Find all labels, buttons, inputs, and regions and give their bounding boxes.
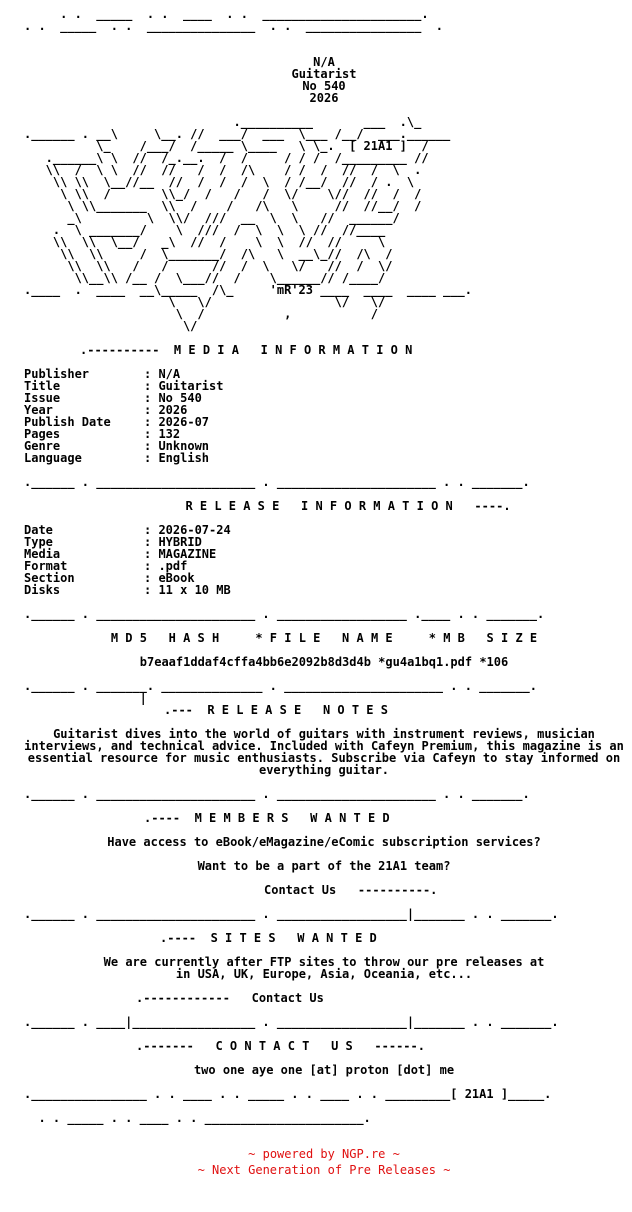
release-info-value: MAGAZINE [158,547,217,561]
media-info-row: Title : Guitarist [24,379,224,393]
media-info-key: Title [24,379,61,393]
logo-art-line: .______ . __\ \__. // ___/ ___ \___ /__/ ___.______ [24,127,451,141]
footer-line: .________________ . . ____ . . _____ . . ____ . . _________[ 21A1 ]_____. [24,1087,552,1101]
media-info-row: Pages : 132 [24,427,181,441]
release-info-key: Section [24,571,75,585]
title-title: Guitarist [291,67,357,81]
header-art-line [24,32,624,44]
media-info-row: Issue : No 540 [24,391,202,405]
logo-art-line: _\ \ \\/ /// __ \ \ // ______/ [24,211,400,225]
release-info-row: Section : eBook [24,571,195,585]
release-notes-heading: .--- R E L E A S E N O T E S [164,703,388,717]
logo-art-line: \ / , / [24,307,379,321]
logo-art-line: \\ \\ / / // / \ \/ // / \/ [24,259,393,273]
logo-art-line: \\ \\ \__//__ // / / / \ / /__/ // / . \ [24,175,415,189]
media-info-row: Publisher : N/A [24,367,181,381]
media-info-table [24,368,624,464]
title-issue: No 540 [302,79,346,93]
media-info-value: Guitarist [158,379,224,393]
hash-heading: M D 5 H A S H * F I L E N A M E * M B S I Z E [110,631,538,645]
media-info-key: Year [24,403,53,417]
media-info-key: Genre [24,439,61,453]
release-info-value: .pdf [158,559,188,573]
separator-line: .______ . _______. ______________ . ______________________ . . _______. [24,679,537,693]
sites-text-2: in USA, UK, Europe, Asia, Oceania, etc... [175,967,473,981]
release-info-value: 2026-07-24 [158,523,231,537]
powered-by-link[interactable]: ~ powered by NGP.re ~ [248,1147,400,1161]
contact-email: two one aye one [at] proton [dot] me [193,1063,455,1077]
separator-line: .______ . ______________________ . ______________________ . . _______. [24,787,530,801]
release-info-key: Format [24,559,68,573]
release-info-row: Format : .pdf [24,559,188,573]
logo-art-line: .__________ ___ .\_ [24,115,422,129]
separator-line: .______ . ______________________ . __________________ .____ . . _______. [24,607,545,621]
release-info-key: Date [24,523,53,537]
media-info-heading: .---------- M E D I A I N F O R M A T I O N [80,343,413,357]
media-info-key: Publish Date [24,415,111,429]
hash-line: b7eaaf1ddaf4cffa4bb6e2092b8d3d4b *gu4a1bq1.pdf *106 [139,655,509,669]
logo-ascii-art [24,116,624,332]
release-info-row: Date : 2026-07-24 [24,523,231,537]
release-info-key: Type [24,535,53,549]
release-info-value: HYBRID [158,535,202,549]
logo-art-line: \\ \\ / \_______/ /\ \ __\_// /\ / [24,247,393,261]
media-info-value: 2026 [158,403,188,417]
separator-line: | [24,691,147,705]
contact-us-link-1: Contact Us ----------. [264,883,438,897]
logo-art-line: \\ / \ \ // // / / /\ / / / // / \ . [24,163,422,177]
media-info-value: English [158,451,210,465]
separator-line: .______ . ____|_________________ . __________________|_______ . . _______. [24,1015,559,1029]
header-art-line: . . _____ . . _______________ . . ________________ . [24,19,444,33]
logo-art-line: .____ . ____ __\_____ /\_ 'mR'23 ____ ____ ____ ___. [24,283,472,297]
release-info-row: Type : HYBRID [24,535,202,549]
logo-art-line: \ \/ \/ \/ [24,295,386,309]
title-year: 2026 [309,91,339,105]
media-info-value: 132 [158,427,181,441]
release-info-table [24,524,624,596]
media-info-key: Issue [24,391,61,405]
contact-us-link-2: .------------ Contact Us [136,991,324,1005]
media-info-value: 2026-07 [158,415,210,429]
release-notes-text: Guitarist dives into the world of guitars with instrument reviews, musician interviews, and technical advice. Included with Cafeyn Premium, this magazine is an essential resource for music enthusiasts. Subscribe via Cafeyn to stay informed on everything guitar. [24,727,624,777]
logo-art-line: . \ _______/ \ /// / \ \ \ // //____ [24,223,386,237]
members-wanted-heading: .---- M E M B E R S W A N T E D [144,811,390,825]
release-info-key: Disks [24,583,61,597]
media-info-row: Genre : Unknown [24,439,210,453]
release-info-value: 11 x 10 MB [158,583,231,597]
logo-art-line: \ \\_______ \\ / / /\ \ // //__/ / [24,199,422,213]
logo-art-line: \_ /___/ /_____ \____ \ \_. [ 21A1 ] / [24,139,429,153]
logo-art-line: .______\ \ // /_.__. / / / / / /_________ // [24,151,429,165]
media-info-value: Unknown [158,439,210,453]
header-art-line: . . _____ . . ____ . . ______________________. [24,7,429,21]
ngp-tagline: ~ Next Generation of Pre Releases ~ [197,1163,451,1177]
media-info-row: Publish Date : 2026-07 [24,415,210,429]
release-info-key: Media [24,547,61,561]
members-answer: Want to be a part of the 21A1 team? [197,859,451,873]
logo-art-line: \\__\\ /__ / \___// / \______// /____/ [24,271,386,285]
nfo-document [24,8,624,1176]
release-info-value: eBook [158,571,195,585]
media-info-key: Language [24,451,82,465]
separator-line: .______ . ______________________ . __________________|_______ . . _______. [24,907,559,921]
media-info-value: No 540 [158,391,202,405]
release-info-row: Media : MAGAZINE [24,547,217,561]
members-question: Have access to eBook/eMagazine/eComic subscription services? [107,835,541,849]
logo-art-line: \/ [24,319,198,333]
sites-text-1: We are currently after FTP sites to throw our pre releases at [103,955,545,969]
sites-wanted-heading: .---- S I T E S W A N T E D [160,931,377,945]
footer-line-2: . . _____ . . ____ . . ______________________. [24,1111,371,1125]
release-info-heading: R E L E A S E I N F O R M A T I O N ----. [185,499,511,513]
contact-us-heading: .------- C O N T A C T U S ------. [136,1039,425,1053]
media-info-value: N/A [158,367,181,381]
separator-line: .______ . ______________________ . ______________________ . . _______. [24,475,530,489]
media-info-key: Publisher [24,367,90,381]
release-info-row: Disks : 11 x 10 MB [24,583,231,597]
media-info-key: Pages [24,427,61,441]
logo-art-line: \\ \\ \__/ _\ // / \ \ // // \ [24,235,386,249]
media-info-row: Year : 2026 [24,403,188,417]
media-info-row: Language : English [24,451,210,465]
title-publisher: N/A [313,55,335,69]
logo-art-line: \ \\ / \\_/ / / / \/ \// // / / [24,187,422,201]
